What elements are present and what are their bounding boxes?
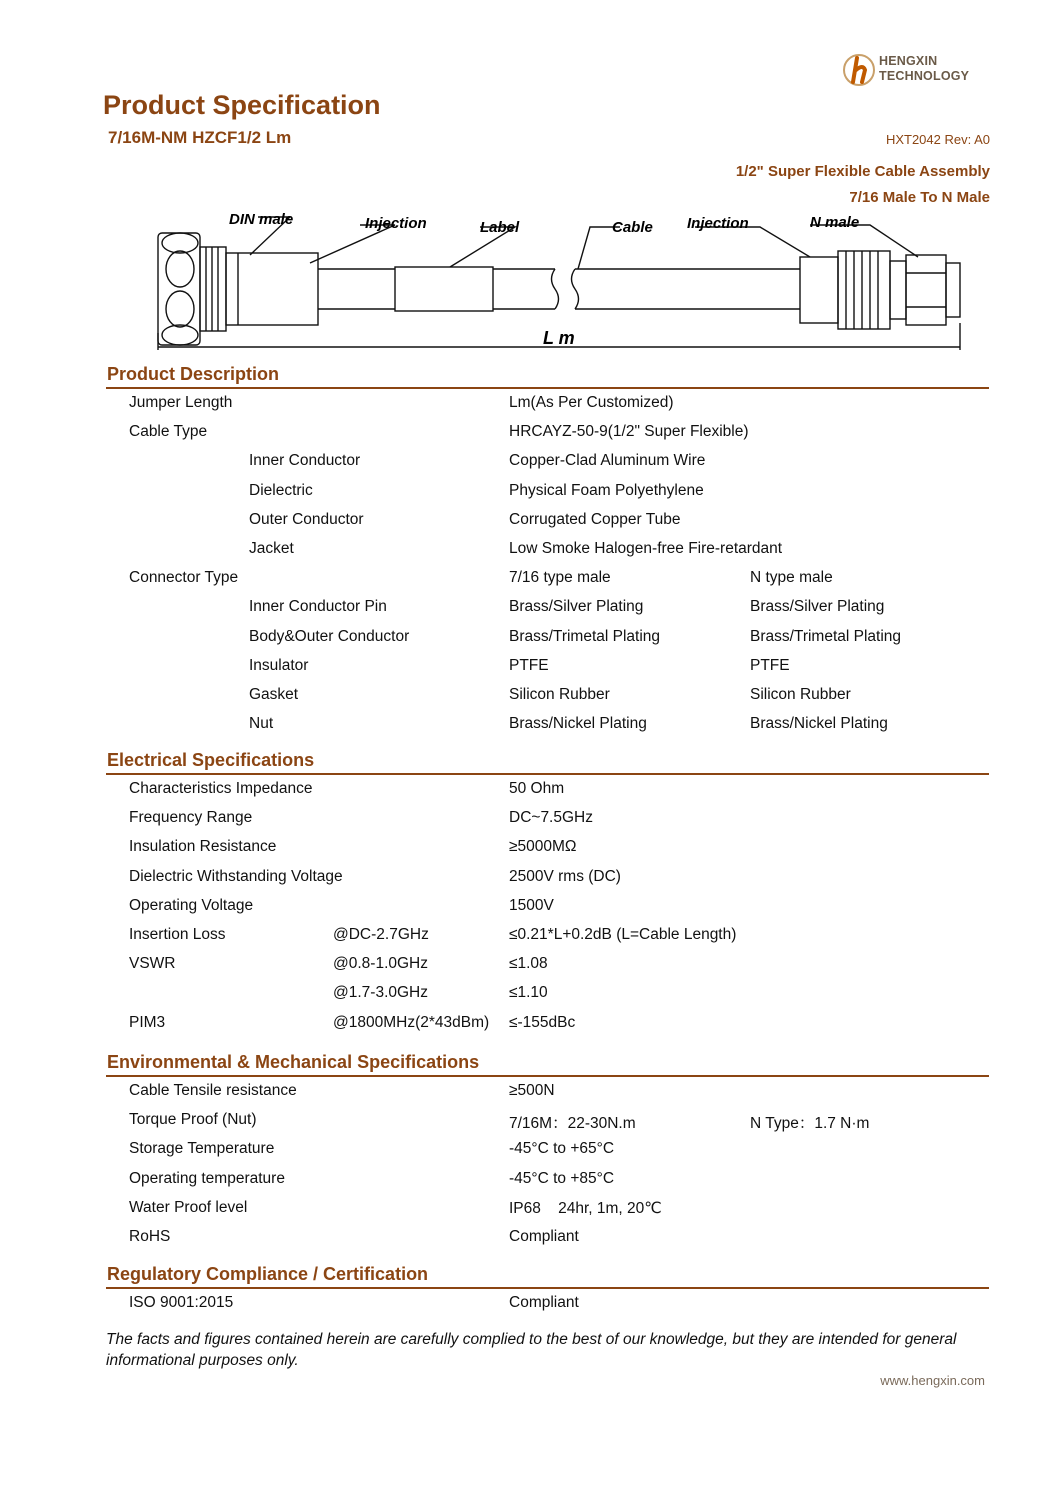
spec-name: Cable Type bbox=[129, 423, 208, 441]
spec-value: Brass/Nickel Plating bbox=[509, 715, 647, 733]
cable-break-left bbox=[552, 269, 559, 309]
spec-value: Low Smoke Halogen-free Fire-retardant bbox=[509, 539, 783, 557]
table-row bbox=[106, 477, 989, 506]
table-row bbox=[106, 710, 989, 739]
label-din-male: DIN male bbox=[229, 211, 294, 228]
spec-name: PIM3 bbox=[129, 1013, 166, 1031]
table-row bbox=[106, 418, 989, 447]
table-row bbox=[106, 892, 989, 921]
table-row bbox=[106, 979, 989, 1008]
label-length: L m bbox=[543, 328, 575, 348]
spec-name: Gasket bbox=[249, 685, 299, 703]
spec-name: Body&Outer Conductor bbox=[249, 627, 410, 645]
table-row bbox=[106, 652, 989, 681]
spec-name: Inner Conductor bbox=[249, 452, 361, 470]
table-row bbox=[106, 564, 989, 593]
table-row bbox=[106, 775, 989, 804]
din-connector-body bbox=[200, 247, 226, 331]
spec-value: HRCAYZ-50-9(1/2" Super Flexible) bbox=[509, 423, 749, 441]
table-row bbox=[106, 1223, 989, 1252]
spec-name: RoHS bbox=[129, 1227, 171, 1245]
spec-value: ≤-155dBc bbox=[509, 1013, 576, 1031]
spec-value: ≥500N bbox=[509, 1082, 555, 1099]
brand-name bbox=[879, 54, 969, 84]
spec-value-2: Brass/Silver Plating bbox=[750, 598, 885, 616]
table-row bbox=[106, 681, 989, 710]
n-coupling-nut bbox=[906, 255, 946, 325]
table-row bbox=[106, 1289, 989, 1318]
spec-condition: @1800MHz(2*43dBm) bbox=[333, 1013, 490, 1031]
label-cable: Cable bbox=[612, 219, 653, 236]
spec-name: Outer Conductor bbox=[249, 510, 364, 528]
spec-value: Copper-Clad Aluminum Wire bbox=[509, 452, 706, 470]
spec-value-2: Brass/Nickel Plating bbox=[750, 715, 888, 733]
product-description-section bbox=[106, 362, 989, 739]
spec-name: Cable Tensile resistance bbox=[129, 1082, 297, 1099]
spec-value-2: N type male bbox=[750, 569, 833, 587]
spec-value-2: Silicon Rubber bbox=[750, 685, 851, 703]
cable-break-right bbox=[572, 269, 579, 309]
spec-name: Jumper Length bbox=[129, 394, 233, 411]
spec-value-2: N Type：1.7 N·m bbox=[750, 1115, 870, 1133]
website-link[interactable]: www.hengxin.com bbox=[880, 1373, 985, 1388]
company-logo bbox=[843, 52, 993, 92]
label-label: Label bbox=[480, 219, 520, 236]
spec-value: 7/16M：22-30N.m bbox=[509, 1115, 636, 1133]
table-row bbox=[106, 506, 989, 535]
spec-value: DC~7.5GHz bbox=[509, 809, 593, 827]
spec-name: Frequency Range bbox=[129, 809, 253, 827]
table-row bbox=[106, 535, 989, 564]
document-id: HXT2042 Rev: A0 bbox=[885, 132, 990, 147]
spec-value: ≤1.10 bbox=[509, 984, 548, 1002]
table-row bbox=[106, 593, 989, 622]
spec-value-2: Brass/Trimetal Plating bbox=[750, 627, 902, 645]
spec-value: 50 Ohm bbox=[509, 780, 565, 797]
table-row bbox=[106, 1165, 989, 1194]
table-row bbox=[106, 1077, 989, 1106]
table-row bbox=[106, 863, 989, 892]
spec-name: Insulation Resistance bbox=[129, 838, 277, 856]
table-row bbox=[106, 1009, 989, 1038]
product-description-line2: 7/16 Male To N Male bbox=[849, 189, 990, 206]
table-row bbox=[106, 447, 989, 476]
n-injection-sleeve bbox=[800, 257, 838, 323]
environmental-mechanical-section bbox=[106, 1050, 989, 1252]
spec-value: Compliant bbox=[509, 1227, 579, 1245]
cable-label-sleeve bbox=[395, 267, 493, 311]
spec-value: -45°C to +65°C bbox=[509, 1140, 615, 1158]
spec-name: Dielectric bbox=[249, 481, 313, 499]
hengxin-logo-icon bbox=[843, 52, 875, 88]
spec-name: Characteristics Impedance bbox=[129, 780, 313, 797]
spec-name: Storage Temperature bbox=[129, 1140, 275, 1158]
spec-name: Jacket bbox=[249, 539, 294, 557]
table-row bbox=[106, 1194, 989, 1223]
table-row bbox=[106, 804, 989, 833]
din-injection-sleeve bbox=[226, 253, 318, 325]
page-title: Product Specification bbox=[103, 90, 381, 120]
spec-name: Nut bbox=[249, 715, 274, 733]
section-title: Electrical Specifications bbox=[107, 750, 315, 770]
spec-name: Connector Type bbox=[129, 569, 239, 587]
spec-condition: @1.7-3.0GHz bbox=[333, 984, 428, 1002]
section-title: Environmental & Mechanical Specifications bbox=[107, 1052, 480, 1072]
disclaimer-text: The facts and figures contained herein are carefully complied to the best of our knowledge, but they are intended for general informational purposes only. bbox=[106, 1331, 957, 1369]
spec-name: Torque Proof (Nut) bbox=[129, 1111, 257, 1129]
spec-value-2: PTFE bbox=[750, 656, 790, 674]
spec-value: 7/16 type male bbox=[509, 569, 611, 587]
table-row bbox=[106, 623, 989, 652]
section-title: Regulatory Compliance / Certification bbox=[107, 1264, 429, 1284]
spec-value: PTFE bbox=[509, 656, 549, 674]
spec-value: ≤0.21*L+0.2dB (L=Cable Length) bbox=[509, 925, 737, 943]
spec-value: ≥5000MΩ bbox=[509, 838, 577, 856]
label-injection-left: Injection bbox=[365, 215, 427, 232]
spec-name: ISO 9001:2015 bbox=[129, 1294, 234, 1311]
table-row bbox=[106, 921, 989, 950]
brand-line2: TECHNOLOGY bbox=[879, 69, 970, 83]
spec-value: Brass/Silver Plating bbox=[509, 598, 644, 616]
label-n-male: N male bbox=[810, 214, 860, 231]
spec-name: Operating Voltage bbox=[129, 896, 254, 914]
table-row bbox=[106, 833, 989, 862]
table-row bbox=[106, 1135, 989, 1164]
spec-condition: @0.8-1.0GHz bbox=[333, 955, 428, 973]
product-description-line1: 1/2" Super Flexible Cable Assembly bbox=[735, 163, 990, 180]
spec-name: Water Proof level bbox=[129, 1198, 248, 1216]
spec-value: -45°C to +85°C bbox=[509, 1169, 615, 1187]
spec-value: ≤1.08 bbox=[509, 955, 548, 973]
cable-assembly-diagram bbox=[150, 205, 970, 360]
brand-line1: HENGXIN bbox=[879, 54, 938, 68]
section-title: Product Description bbox=[107, 364, 280, 384]
label-injection-right: Injection bbox=[687, 215, 749, 232]
spec-name: Insertion Loss bbox=[129, 925, 226, 943]
spec-name: Insulator bbox=[249, 656, 309, 674]
spec-value: Compliant bbox=[509, 1294, 579, 1311]
spec-name: Inner Conductor Pin bbox=[249, 598, 387, 616]
spec-value: Brass/Trimetal Plating bbox=[509, 627, 661, 645]
spec-condition: @DC-2.7GHz bbox=[333, 925, 429, 943]
spec-value: Physical Foam Polyethylene bbox=[509, 481, 704, 499]
spec-value: Silicon Rubber bbox=[509, 685, 610, 703]
electrical-specifications-section bbox=[106, 748, 989, 1038]
spec-name: VSWR bbox=[129, 955, 176, 973]
model-number: 7/16M-NM HZCF1/2 Lm bbox=[108, 128, 292, 147]
spec-value: 1500V bbox=[509, 896, 554, 914]
spec-value: 2500V rms (DC) bbox=[509, 867, 621, 885]
spec-value: Lm(As Per Customized) bbox=[509, 394, 674, 411]
spec-value: Corrugated Copper Tube bbox=[509, 510, 681, 528]
spec-name: Dielectric Withstanding Voltage bbox=[129, 867, 343, 885]
table-row bbox=[106, 1106, 989, 1135]
spec-value: IP68 24hr, 1m, 20℃ bbox=[509, 1199, 662, 1217]
spec-name: Operating temperature bbox=[129, 1169, 285, 1187]
table-row bbox=[106, 950, 989, 979]
regulatory-compliance-section bbox=[106, 1262, 989, 1318]
table-row bbox=[106, 389, 989, 418]
